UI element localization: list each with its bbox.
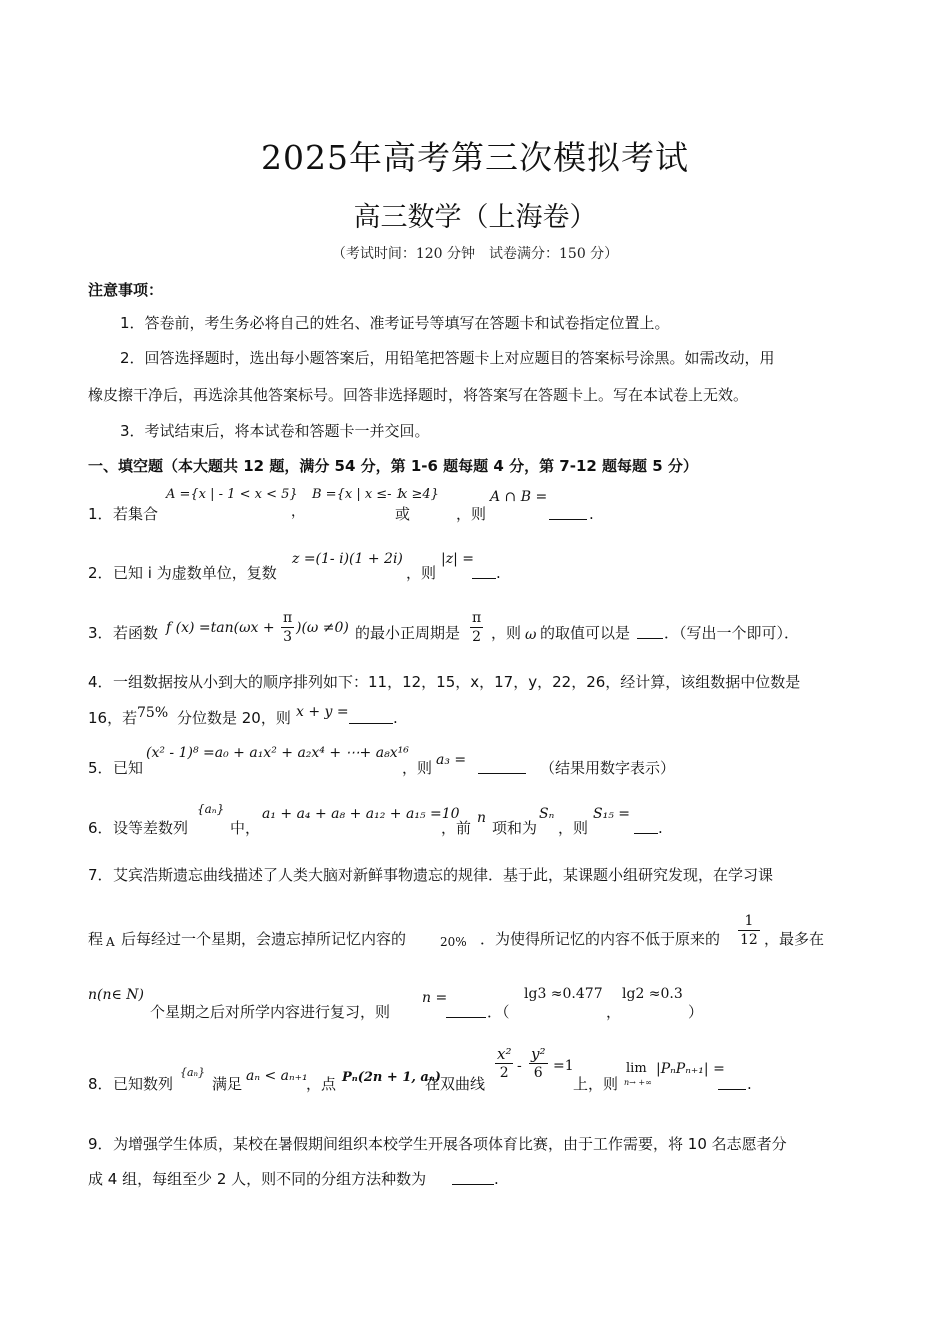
q4-num: 4．	[88, 673, 113, 691]
q6-pre: 设等差数列	[113, 819, 189, 837]
q5-then: ，则	[402, 759, 433, 777]
q3-omega: ω	[525, 627, 537, 643]
q9-line2: 成 4 组，每组至少 2 人，则不同的分组方法种数为	[88, 1170, 427, 1188]
q6-end: .	[658, 819, 663, 837]
q1-end: .	[589, 505, 594, 523]
q1-answer-blank[interactable]	[549, 503, 587, 520]
q7-line2c: ．为使得所记忆的内容不低于原来的	[480, 930, 721, 948]
q3-fx: f (x) =tan(ωx +	[166, 620, 275, 636]
q7-answer-blank[interactable]	[446, 1001, 486, 1018]
q5-expr: (x² - 1)⁸ =a₀ + a₁x² + a₂x⁴ + ⋯+ a₈x¹⁶	[146, 745, 409, 761]
q9-end: .	[494, 1170, 499, 1188]
q8-pre: 已知数列	[113, 1075, 174, 1093]
q4-line2a: 16，若	[88, 709, 138, 727]
q6-mid3: 项和为	[492, 819, 538, 837]
q9-num: 9．	[88, 1135, 113, 1153]
q2-answer-blank[interactable]	[472, 562, 496, 579]
q8-frac-x2-2: $\frac{\text{x²}}{2}$	[497, 1045, 512, 1081]
q5-num: 5．	[88, 759, 113, 777]
q4-end: .	[393, 709, 398, 727]
q9-line1: 为增强学生体质，某校在暑假期间组织本校学生开展各项体育比赛，由于工作需要，将 10 名志愿者分	[113, 1135, 787, 1153]
q4-line2b: 分位数是 20，则	[177, 709, 291, 727]
q7-line2a: 程	[88, 930, 104, 948]
q6-s15: S₁₅ =	[593, 806, 630, 822]
q5-a3: a₃ =	[436, 752, 467, 768]
q3-post: 的取值可以是	[540, 624, 631, 642]
q6-seq: {aₙ}	[197, 802, 225, 816]
q8-answer-blank[interactable]	[718, 1073, 746, 1090]
q2-then: ，则	[406, 564, 437, 582]
q8-minus: -	[517, 1058, 522, 1074]
q7-line3a: 个星期之后对所学内容进行复习，则	[150, 1003, 391, 1021]
q8-end: .	[747, 1075, 752, 1093]
q3-pre: 若函数	[113, 624, 159, 642]
q8-abs: |PₙPₙ₊₁| =	[656, 1061, 725, 1077]
q3-num: 3．	[88, 624, 113, 642]
q6-then: ，则	[558, 819, 589, 837]
q5-note: （结果用数字表示）	[540, 759, 676, 777]
q8-eq1: =1	[553, 1058, 574, 1074]
q1-set-a: A ={x | - 1 < x < 5}	[166, 487, 298, 502]
q1-num: 1．	[88, 505, 113, 523]
q7-close: ）	[688, 1003, 704, 1021]
q4-line1: 一组数据按从小到大的顺序排列如下：11，12，15，x，17，y，22，26，经计算，该组数据中位数是	[113, 673, 801, 691]
q1-expr: A ∩ B =	[490, 489, 548, 505]
q7-frac-1-12: $\frac{1}{12}$	[740, 913, 758, 948]
q6-n: n	[477, 810, 487, 826]
q6-expr: a₁ + a₄ + a₈ + a₁₂ + a₁₅ =10	[262, 806, 460, 822]
q5-pre: 已知	[113, 759, 144, 777]
q3-mid: 的最小正周期是	[355, 624, 461, 642]
q8-num: 8．	[88, 1075, 113, 1093]
notes-heading: 注意事项：	[88, 281, 164, 299]
q8-seq: {aₙ}	[180, 1066, 206, 1079]
q9-answer-blank[interactable]	[452, 1168, 494, 1185]
q3-frac-pi-2: $\frac{\pi}{2}$	[472, 610, 482, 645]
q4-answer-blank[interactable]	[349, 707, 393, 724]
q8-mid2: ，点	[306, 1075, 337, 1093]
q8-frac-y2-6: $\frac{\text{y²}}{6}$	[531, 1045, 546, 1081]
q6-sn: Sₙ	[539, 806, 555, 822]
q3-frac-pi-3: $\frac{\pi}{3}$	[283, 610, 293, 645]
q2-num: 2．	[88, 564, 113, 582]
q7-line2b: 后每经过一个星期，会遗忘掉所记忆内容的	[121, 930, 407, 948]
exam-title: 2025年高考第三次模拟考试	[261, 138, 689, 177]
q8-point: Pₙ(2n + 1, aₙ)	[342, 1070, 441, 1085]
q3-close: )(ω ≠0)	[296, 620, 349, 636]
note-item: 3．考试结束后，将本试卷和答题卡一并交回。	[120, 422, 430, 440]
q7-pct: 20%	[440, 935, 467, 949]
q2-end: .	[496, 564, 501, 582]
q4-pct: 75%	[137, 705, 169, 721]
q8-lim: lim	[626, 1061, 647, 1076]
q1-or: 或	[395, 505, 411, 523]
q3-then: ，则	[491, 624, 522, 642]
q8-ineq: aₙ < aₙ₊₁	[246, 1068, 308, 1084]
q5-answer-blank[interactable]	[478, 757, 526, 774]
q2-expr: z =(1- i)(1 + 2i)	[292, 551, 403, 567]
q7-line3b: ．（	[487, 1003, 510, 1021]
q3-end: ．（写出一个即可）．	[664, 624, 800, 642]
q3-answer-blank[interactable]	[637, 622, 663, 639]
q7-neq: n =	[422, 990, 448, 1006]
exam-subtitle: 高三数学（上海卷）	[353, 202, 597, 233]
q2-text: 已知 i 为虚数单位，复数	[113, 564, 277, 582]
q1-pre: 若集合	[113, 505, 159, 523]
q7-nexpr: n(n∈ N)	[88, 987, 145, 1003]
q7-num: 7．	[88, 866, 113, 884]
q7-lg2: lg2 ≈0.3	[622, 986, 683, 1002]
q6-mid2: ，前	[441, 819, 472, 837]
note-item: 2．回答选择题时，选出每小题答案后，用铅笔把答题卡上对应题目的答案标号涂黑。如需改动，用	[120, 349, 775, 367]
q8-mid4: 上，则	[573, 1075, 619, 1093]
q6-num: 6．	[88, 819, 113, 837]
q1-set-b2: x ≥4}	[400, 487, 439, 502]
q4-expr: x + y =	[296, 704, 349, 720]
q8-mid: 满足	[212, 1075, 243, 1093]
q7-line1: 艾宾浩斯遗忘曲线描述了人类大脑对新鲜事物遗忘的规律．基于此，某课题小组研究发现，在学习课	[113, 866, 774, 884]
q6-mid: 中，	[230, 819, 261, 837]
q2-abs: |z| =	[441, 551, 474, 567]
q1-then: ，则	[456, 505, 487, 523]
exam-info: （考试时间：120 分钟 试卷满分：150 分）	[331, 246, 619, 262]
section-heading: 一、填空题（本大题共 12 题，满分 54 分，第 1-6 题每题 4 分，第 7-12 题每题 5 分）	[88, 457, 698, 475]
q8-lim-sub: n→ +∞	[624, 1078, 652, 1087]
q8-mid3: 在双曲线	[425, 1075, 486, 1093]
q1-set-b: B ={x | x ≤- 1	[312, 487, 404, 502]
note-item: 1．答卷前，考生务必将自己的姓名、准考证号等填写在答题卡和试卷指定位置上。	[120, 314, 670, 332]
q7-lg3: lg3 ≈0.477	[524, 986, 603, 1002]
q7-comma: ，	[606, 1003, 622, 1021]
q7-line2d: ，最多在	[764, 930, 825, 948]
q6-answer-blank[interactable]	[634, 817, 658, 834]
q7-course-a: A	[106, 935, 115, 949]
note-item: 橡皮擦干净后，再选涂其他答案标号。回答非选择题时，将答案写在答题卡上。写在本试卷上无效。	[88, 386, 749, 404]
q1-comma: ，	[291, 504, 305, 520]
